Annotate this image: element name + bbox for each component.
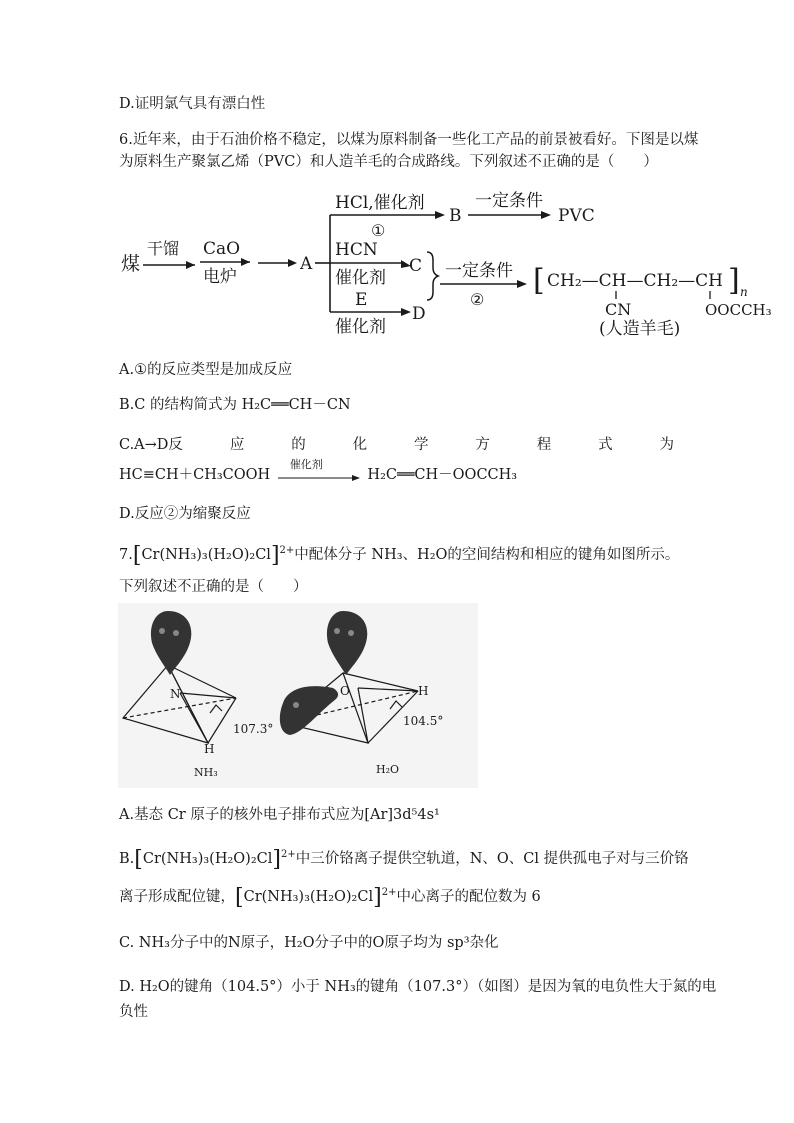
q7-stem-line-2: 下列叙述不正确的是（ ）	[119, 579, 308, 595]
scheme-pvc: PVC	[558, 206, 595, 226]
nh3-label: NH₃	[194, 766, 218, 779]
nh3-bond-angle: 107.3°	[233, 722, 274, 736]
nh3-n-atom: N	[170, 687, 181, 701]
scheme-step-2: ②	[470, 290, 485, 309]
q7-stem-line-1: $7.[Cr(NH_3)_3(H_2O)_2Cl]^{2+}$中配体分子 NH₃、H₂O的空间结构和相应的键角如图所示。	[119, 543, 680, 568]
q7-option-b-line-1: $B.[Cr(NH_3)_3(H_2O)_2Cl]^{2+}$中三价铬离子提供空轨道，N、O、Cl 提供孤电子对与三价铬	[119, 847, 689, 872]
q6-option-c-word: 程	[536, 437, 552, 453]
q6-option-c-word: 方	[475, 437, 490, 453]
polymer-right-bracket: ]	[728, 263, 740, 298]
q6-option-c-word: 化	[352, 437, 368, 453]
scheme-e: E	[355, 290, 368, 310]
polymer-n: n	[740, 285, 748, 299]
q6-option-c-equation	[119, 458, 518, 484]
q7-complex-charge: 2+	[279, 545, 295, 557]
q6-option-c-word: 为	[659, 437, 674, 453]
polymer-chain: CH₂—CH—CH₂—CH	[547, 271, 723, 291]
scheme-d: D	[412, 304, 426, 324]
q6-option-a: A.①的反应类型是加成反应	[119, 362, 293, 378]
scheme-coal: 煤	[121, 253, 141, 275]
q6-stem-line-2: 为原料生产聚氯乙烯（PVC）和人造羊毛的合成路线。下列叙述不正确的是（ ）	[119, 154, 658, 170]
q7-option-d-line-1: D. H₂O的键角（104.5°）小于 NH₃的键角（107.3°）（如图）是因为氧的电负性大于氮的电	[119, 979, 717, 995]
scheme-condition-2: 一定条件	[445, 261, 513, 281]
q6-option-c-word: C.A→D反	[119, 437, 183, 453]
h2o-bond-angle: 104.5°	[403, 714, 444, 728]
scheme-a: A	[300, 254, 313, 274]
scheme-hcl-catalyst: HCl,催化剂	[335, 193, 425, 213]
scheme-step-1: ①	[371, 221, 386, 240]
polymer-wool-label: (人造羊毛)	[599, 319, 681, 339]
q7-molecule-figure	[118, 603, 478, 788]
scheme-dry-distill: 干馏	[147, 239, 180, 258]
q5-option-d: D.证明氯气具有漂白性	[119, 96, 266, 112]
q6-option-c-word: 式	[598, 437, 613, 453]
scheme-furnace: 电炉	[203, 267, 237, 287]
q6-option-c-word: 的	[291, 437, 306, 453]
q7-option-b-formula-2: Cr(NH₃)₃(H₂O)₂Cl	[243, 889, 374, 905]
scheme-catalyst-2: 催化剂	[335, 317, 386, 337]
q6-synthesis-scheme	[115, 182, 785, 342]
scheme-b: B	[449, 206, 462, 226]
scheme-catalyst-1: 催化剂	[335, 268, 386, 288]
q6-option-c-word: 学	[413, 437, 429, 453]
q6-option-c-word: 应	[229, 437, 245, 453]
q7-option-c: C. NH₃分子中的N原子，H₂O分子中的O原子均为 sp³杂化	[119, 935, 499, 951]
scheme-hcn: HCN	[335, 240, 378, 260]
q7-option-b-line-2: 离子形成配位键，$[Cr(NH_3)_3(H_2O)_2Cl]^{2+}$中心离子的配位数为 6	[119, 885, 541, 910]
scheme-cao: CaO	[203, 239, 241, 259]
q7-option-d-line-2: 负性	[119, 1004, 148, 1020]
q7-complex-formula: Cr(NH₃)₃(H₂O)₂Cl	[141, 547, 271, 563]
q6-option-c-line-1	[119, 436, 674, 454]
q7-stem-suffix: 中配体分子 NH₃、H₂O的空间结构和相应的键角如图所示。	[294, 547, 680, 563]
h2o-o-atom: O	[340, 684, 350, 698]
q6-stem-line-1: 6.近年来，由于石油价格不稳定，以煤为原料制备一些化工产品的前景被看好。下图是以煤	[119, 132, 699, 148]
scheme-c: C	[409, 256, 423, 276]
q6-equation-reactants: HC≡CH＋CH₃COOH	[119, 467, 271, 483]
q6-option-b: B.C 的结构简式为 H₂C══CH－CN	[119, 397, 351, 413]
q6-equation-arrow	[278, 474, 360, 484]
q6-option-d: D.反应②为缩聚反应	[119, 506, 251, 522]
polymer-left-bracket: [	[533, 263, 545, 298]
q7-bracket-left: [	[132, 543, 142, 568]
polymer-ooccch3: OOCCH₃	[705, 301, 772, 319]
h2o-label: H₂O	[376, 763, 400, 776]
h2o-h-atom: H	[418, 684, 429, 698]
q7-bracket-right: ]	[270, 543, 280, 568]
q7-option-b-formula: Cr(NH₃)₃(H₂O)₂Cl	[142, 851, 273, 867]
q6-equation-catalyst: 催化剂	[289, 458, 323, 471]
scheme-condition-1: 一定条件	[475, 191, 543, 211]
q7-option-a: A.基态 Cr 原子的核外电子排布式应为[Ar]3d⁵4s¹	[119, 807, 440, 823]
q6-equation-products: H₂C══CH－OOCCH₃	[367, 467, 518, 483]
nh3-h-atom: H	[204, 742, 215, 756]
polymer-cn: CN	[605, 300, 632, 319]
